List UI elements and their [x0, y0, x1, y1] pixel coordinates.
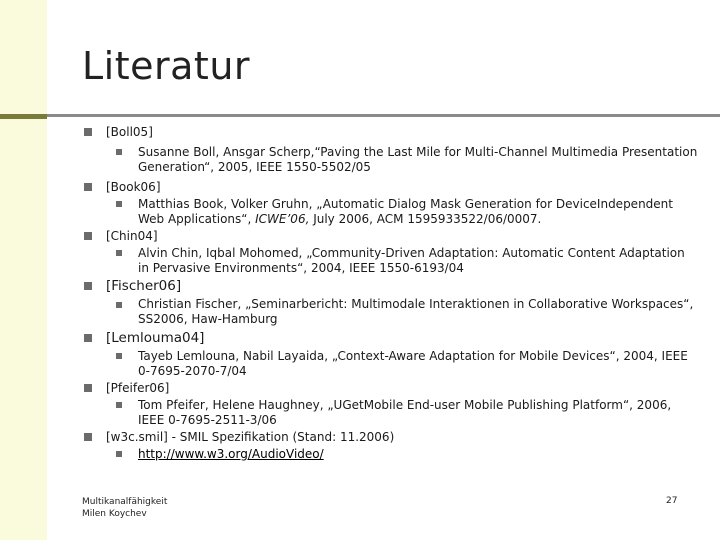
- ref-text-chin04: Alvin Chin, Iqbal Mohomed, „Community-Driven Adaptation: Automatic Content Adaptation in Pervasive Environments“, 2004, IEEE 1550-6193/04: [138, 246, 685, 275]
- ref-key-chin04: [Chin04]: [106, 229, 158, 243]
- sub-bullet-icon: [116, 353, 122, 359]
- left-decor-band: [0, 0, 47, 540]
- ref-key-book06: [Book06]: [106, 180, 161, 194]
- title-rule: [47, 114, 720, 117]
- ref-key-fischer06: [Fischer06]: [106, 278, 182, 294]
- bullet-icon: [84, 433, 92, 441]
- ref-key-pfeifer06: [Pfeifer06]: [106, 381, 170, 395]
- ref-key-w3c-smil: [w3c.smil] - SMIL Spezifikation (Stand: 11.2006): [106, 430, 395, 444]
- sub-bullet-icon: [116, 250, 122, 256]
- bullet-icon: [84, 334, 92, 342]
- bullet-icon: [84, 384, 92, 392]
- ref-text-lemlouma04: Tayeb Lemlouna, Nabil Layaida, „Context-Aware Adaptation for Mobile Devices“, 2004, IEEE 0-7695-2070-7/04: [138, 349, 688, 378]
- w3c-audio-video-link[interactable]: http://www.w3.org/AudioVideo/: [138, 447, 324, 461]
- sub-bullet-icon: [116, 402, 122, 408]
- title-rule-accent: [0, 114, 47, 119]
- ref-text-w3c-smil: [138, 447, 698, 462]
- ref-text-fischer06: Christian Fischer, „Seminarbericht: Multimodale Interaktionen in Collaborative Workspaces“, SS2006, Haw-Hamburg: [138, 297, 694, 326]
- ref-text-boll05: Susanne Boll, Ansgar Scherp,“Paving the Last Mile for Multi-Channel Multimedia Presentation Generation“, 2005, IEEE 1550-5502/05: [138, 145, 698, 174]
- footer-author: Milen Koychev: [82, 509, 147, 519]
- ref-text-book06: Matthias Book, Volker Gruhn, „Automatic Dialog Mask Generation for DeviceIndependent Web Applications“, ICWE’06, July 2006, ACM 1595933522/06/0007.: [138, 197, 673, 226]
- bullet-icon: [84, 282, 92, 290]
- page-number: 27: [666, 496, 678, 506]
- bullet-icon: [84, 232, 92, 240]
- footer-topic: Multikanalfähigkeit: [82, 497, 168, 507]
- sub-bullet-icon: [116, 451, 122, 457]
- slide-title: Literatur: [82, 44, 251, 88]
- ref-text-pfeifer06: Tom Pfeifer, Helene Haughney, „UGetMobile End-user Mobile Publishing Platform“, 2006, IEEE 0-7695-2511-3/06: [138, 398, 672, 427]
- sub-bullet-icon: [116, 302, 122, 308]
- sub-bullet-icon: [116, 201, 122, 207]
- ref-key-boll05: [Boll05]: [106, 125, 153, 139]
- footer: [82, 496, 167, 520]
- bullet-icon: [84, 183, 92, 191]
- sub-bullet-icon: [116, 149, 122, 155]
- ref-key-lemlouma04: [Lemlouma04]: [106, 330, 205, 346]
- bullet-icon: [84, 128, 92, 136]
